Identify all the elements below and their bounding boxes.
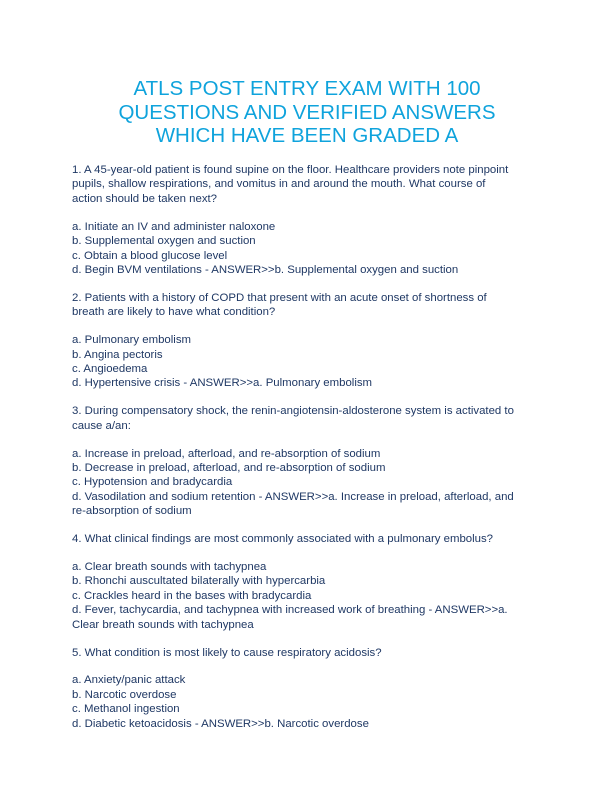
question-stem: [72, 532, 547, 546]
answer-option: a. Anxiety/panic attack: [72, 674, 186, 687]
question-block: [72, 646, 547, 732]
answer-option: b. Angina pectoris: [72, 348, 163, 361]
answer-options: [72, 220, 547, 278]
answer-option: c. Hypotension and bradycardia: [72, 476, 233, 489]
answer-options: [72, 333, 547, 391]
answer-option: b. Narcotic overdose: [72, 688, 177, 701]
question-stem-line: 4. What clinical findings are most commonly associated with a pulmonary embolus?: [72, 533, 494, 546]
question-stem-line: 3. During compensatory shock, the renin-angiotensin-aldosterone system is activated to: [72, 405, 514, 418]
question-list: [72, 163, 547, 745]
answer-option: a. Pulmonary embolism: [72, 334, 192, 347]
question-block: [72, 404, 547, 518]
answer-option: c. Angioedema: [72, 362, 148, 375]
answer-option: b. Rhonchi auscultated bilaterally with hypercarbia: [72, 575, 326, 588]
answer-option: c. Methanol ingestion: [72, 703, 180, 716]
answer-option: d. Diabetic ketoacidosis - ANSWER>>b. Narcotic overdose: [72, 717, 369, 730]
answer-options: [72, 560, 547, 632]
answer-option: a. Initiate an IV and administer naloxone: [72, 220, 276, 233]
answer-option: re-absorption of sodium: [72, 505, 192, 518]
answer-option: Clear breath sounds with tachypnea: [72, 618, 254, 631]
document-title: [72, 77, 542, 148]
answer-option: a. Clear breath sounds with tachypnea: [72, 561, 267, 574]
question-block: [72, 291, 547, 391]
answer-option: c. Crackles heard in the bases with bradycardia: [72, 589, 312, 602]
question-block: [72, 163, 547, 277]
question-stem-line: cause a/an:: [72, 419, 131, 432]
answer-option: a. Increase in preload, afterload, and re-absorption of sodium: [72, 447, 381, 460]
answer-option: d. Vasodilation and sodium retention - ANSWER>>a. Increase in preload, afterload, and: [72, 490, 514, 503]
answer-option: b. Supplemental oxygen and suction: [72, 235, 256, 248]
question-stem: [72, 163, 547, 206]
answer-option: d. Fever, tachycardia, and tachypnea with increased work of breathing - ANSWER>>a.: [72, 604, 508, 617]
question-block: [72, 532, 547, 632]
answer-options: [72, 673, 547, 731]
question-stem-line: pupils, shallow respirations, and vomitus in and around the mouth. What course of: [72, 178, 486, 191]
question-stem-line: 5. What condition is most likely to cause respiratory acidosis?: [72, 646, 382, 659]
answer-option: d. Begin BVM ventilations - ANSWER>>b. Supplemental oxygen and suction: [72, 263, 459, 276]
question-stem-line: 2. Patients with a history of COPD that present with an acute onset of shortness of: [72, 291, 487, 304]
answer-option: c. Obtain a blood glucose level: [72, 249, 228, 262]
question-stem: [72, 291, 547, 320]
title-line: QUESTIONS AND VERIFIED ANSWERS: [118, 100, 496, 124]
answer-option: d. Hypertensive crisis - ANSWER>>a. Pulmonary embolism: [72, 377, 373, 390]
answer-option: b. Decrease in preload, afterload, and re-absorption of sodium: [72, 462, 386, 474]
answer-options: [72, 447, 547, 519]
question-stem: [72, 646, 547, 660]
title-line: WHICH HAVE BEEN GRADED A: [155, 124, 459, 147]
title-line: ATLS POST ENTRY EXAM WITH 100: [133, 77, 481, 100]
question-stem-line: breath are likely to have what condition?: [72, 306, 276, 319]
question-stem-line: 1. A 45-year-old patient is found supine on the floor. Healthcare providers note pinpoint: [72, 164, 509, 176]
question-stem-line: action should be taken next?: [72, 192, 218, 205]
question-stem: [72, 404, 547, 433]
